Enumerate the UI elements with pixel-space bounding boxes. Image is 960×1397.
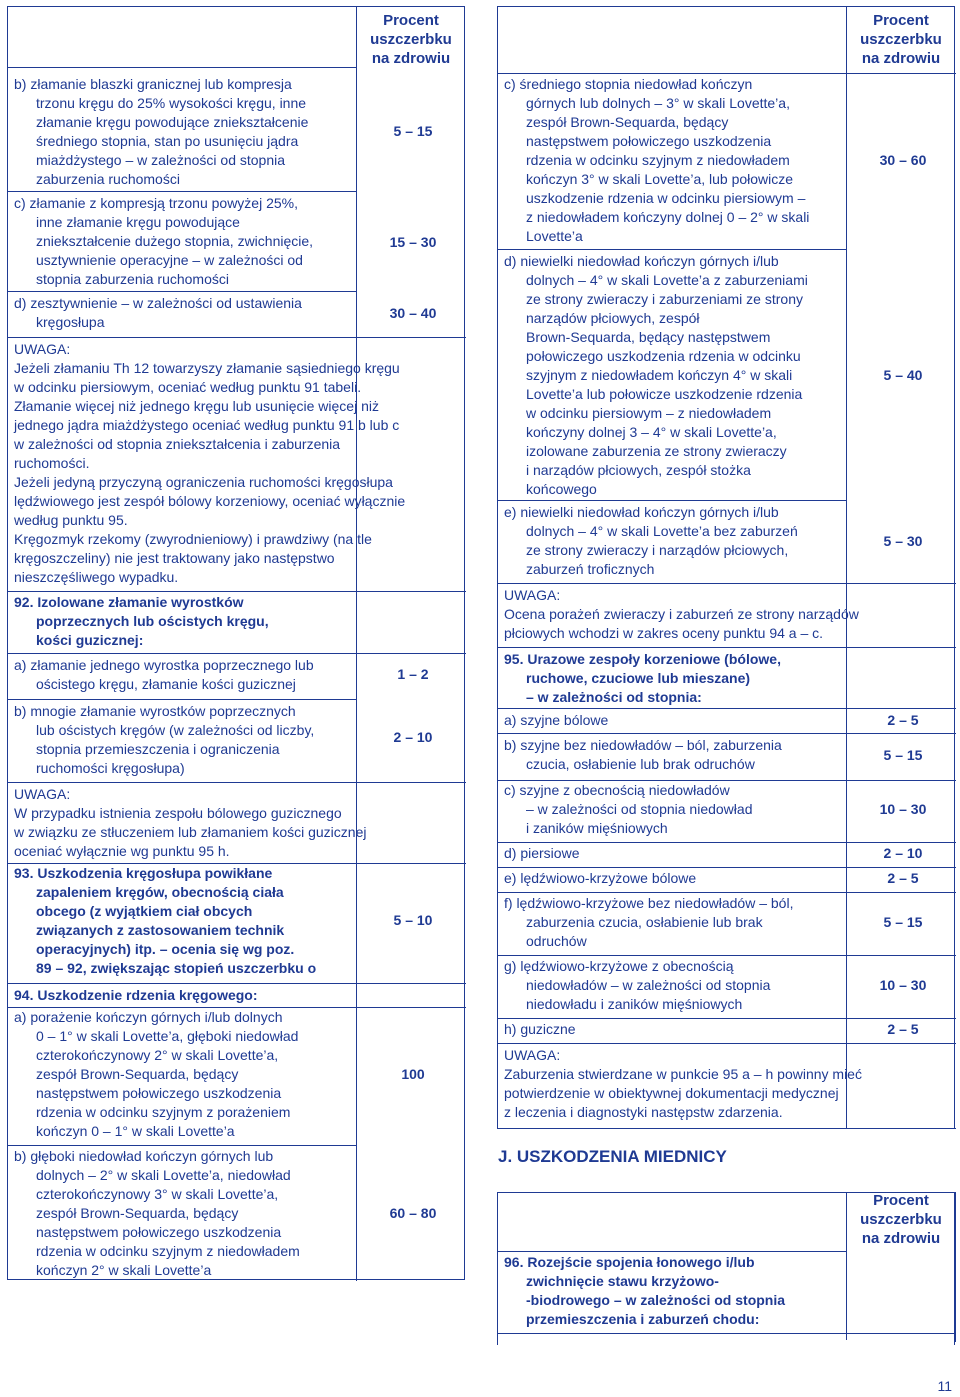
header-line: Procent xyxy=(383,12,439,29)
note-92: UWAGA: W przypadku istnienia zespołu bólowego guzicznego w związku ze stłuczeniem lub złamaniem kości guzicznej oceniać wyłącznie wg punktu 95 h. xyxy=(14,786,367,859)
right-table xyxy=(497,6,955,1345)
page-number: 11 xyxy=(937,1378,952,1394)
section-94-e-value: 5 – 30 xyxy=(883,533,923,549)
item-b-text: b) złamanie blaszki granicznej lub kompresja trzonu kręgu do 25% wysokości kręgu, inne złamanie kręgu powodujące zniekształcenie średniego stopnia, stan po usunięciu jądra miażdżystego – w zależności od stopnia zaburzenia ruchomości xyxy=(14,76,309,187)
section-95-d-value: 2 – 10 xyxy=(883,845,923,861)
header-line: na zdrowiu xyxy=(371,50,451,67)
section-94-d: d) niewielki niedowład kończyn górnych i/lub dolnych – 4° w skali Lovette’a z zaburzeniami ze strony zwieraczy i zaburzeniami ze strony narządów płciowych, zespół Brown-Sequarda, będący następstwem połowiczego uszkodzenia rdzenia w odcinku szyjnym z niedowładem kończyn 4° w skali Lovette’a lub połowicze uszkodzenie rdzenia w odcinku piersiowym – z niedowładem kończyny dolnej 3 – 4° w skali Lovette’a, izolowane zaburzenia ze strony zwieraczy i narządów płciowych, zespół stożka końcowego xyxy=(504,253,808,497)
section-92-a-value: 1 – 2 xyxy=(397,666,429,682)
section-94-c: c) średniego stopnia niedowład kończyn górnych lub dolnych – 3° w skali Lovette’a, zespół Brown-Sequarda, będący następstwem połowiczego uszkodzenia rdzenia w odcinku szyjnym z niedowładem kończyn 3° w skali Lovette’a, lub połowicze uszkodzenie rdzenia w odcinku piersiowym – z niedowładem kończyny dolnej 0 – 2° w skali Lovette’a xyxy=(504,76,810,244)
section-95-e: e) lędźwiowo-krzyżowe bólowe xyxy=(504,870,697,886)
section-95-a-value: 2 – 5 xyxy=(887,712,919,728)
left-table xyxy=(7,6,465,1280)
section-95-f: f) lędźwiowo-krzyżowe bez niedowładów – ból, zaburzenia czucia, osłabienie lub brak odruchów xyxy=(504,895,794,949)
section-94-title: 94. Uszkodzenie rdzenia kręgowego: xyxy=(14,987,258,1003)
section-94-a: a) porażenie kończyn górnych i/lub dolnych 0 – 1° w skali Lovette’a, głęboki niedowład czterokończynowy 2° w skali Lovette’a, zespół Brown-Sequarda, będący następstwem połowiczego uszkodzenia rdzenia w odcinku szyjnym z porażeniem kończyn 0 – 1° w skali Lovette’a xyxy=(14,1009,299,1139)
note-95: UWAGA: Zaburzenia stwierdzane w punkcie 95 a – h powinny mieć potwierdzenie w obiektywnej dokumentacji medycznej z leczenia i diagnostyki następstw zdarzenia. xyxy=(504,1047,862,1120)
section-94-e: e) niewielki niedowład kończyn górnych i/lub dolnych – 4° w skali Lovette’a bez zaburzeń ze strony zwieraczy i narządów płciowych, zaburzeń troficznych xyxy=(504,504,798,577)
section-95-c: c) szyjne z obecnością niedowładów – w zależności od stopnia niedowład i zaników mięśniowych xyxy=(504,782,753,836)
section-95-title: 95. Urazowe zespoły korzeniowe (bólowe, ruchowe, czuciowe lub mieszane) – w zależności od stopnia: xyxy=(504,651,781,705)
percent-header xyxy=(358,11,464,68)
note-91: UWAGA: Jeżeli złamaniu Th 12 towarzyszy złamanie sąsiedniego kręgu w odcinku piersiowym, oceniać według punktu 91 tabeli. Złamanie więcej niż jednego kręgu lub usunięcie więcej niż jednego jądra miażdżystego oceniać według punktu 91 b lub c w zależności od stopnia zniekształcenia i zaburzenia ruchomości. Jeżeli jedyną przyczyną ograniczenia ruchomości kręgosłupa lędźwiowego jest zespół bólowy korzeniowy, oceniać wyłącznie według punktu 95. Kręgozmyk rzekomy (zwyrodnieniowy) i prawdziwy (na tle kręgoszczeliny) nie jest traktowany jako następstwo nieszczęśliwego wypadku. xyxy=(14,341,406,585)
section-95-b: b) szyjne bez niedowładów – ból, zaburzenia czucia, osłabienie lub brak odruchów xyxy=(504,737,782,772)
section-93-value: 5 – 10 xyxy=(393,912,433,928)
header-line: uszczerbku xyxy=(860,1211,942,1228)
section-94-d-value: 5 – 40 xyxy=(883,367,923,383)
percent-header xyxy=(848,1191,954,1248)
header-line: uszczerbku xyxy=(860,31,942,48)
section-92-title: 92. Izolowane złamanie wyrostków poprzecznych lub ościstych kręgu, kości guzicznej: xyxy=(14,594,269,648)
header-line: Procent xyxy=(873,1192,929,1209)
section-95-h: h) guziczne xyxy=(504,1021,576,1037)
header-line: Procent xyxy=(873,12,929,29)
header-line: uszczerbku xyxy=(370,31,452,48)
item-d-text: d) zesztywnienie – w zależności od ustawienia kręgosłupa xyxy=(14,295,302,330)
section-96-title: 96. Rozejście spojenia łonowego i/lub zwichnięcie stawu krzyżowo- -biodrowego – w zależności od stopnia przemieszczenia i zaburzeń chodu: xyxy=(504,1254,786,1327)
section-95-d: d) piersiowe xyxy=(504,845,580,861)
section-94-b-value: 60 – 80 xyxy=(389,1205,437,1221)
section-95-b-value: 5 – 15 xyxy=(883,747,923,763)
section-94-b: b) głęboki niedowład kończyn górnych lub dolnych – 2° w skali Lovette’a, niedowład czterokończynowy 3° w skali Lovette’a, zespół Brown-Sequarda, będący następstwem połowiczego uszkodzenia rdzenia w odcinku szyjnym z niedowładem kończyn 2° w skali Lovette’a xyxy=(14,1148,300,1278)
section-95-a: a) szyjne bólowe xyxy=(504,712,609,728)
note-94: UWAGA: Ocena porażeń zwieraczy i zaburzeń ze strony narządów płciowych wchodzi w zakres oceny punktu 94 a – c. xyxy=(504,587,859,641)
section-92-a: a) złamanie jednego wyrostka poprzecznego lub ościstego kręgu, złamanie kości guzicznej xyxy=(14,657,314,692)
header-line: na zdrowiu xyxy=(861,50,941,67)
section-92-b-value: 2 – 10 xyxy=(393,729,433,745)
section-95-g-value: 10 – 30 xyxy=(879,977,927,993)
item-c-value: 15 – 30 xyxy=(389,234,437,250)
percent-header xyxy=(848,11,954,68)
section-94-c-value: 30 – 60 xyxy=(879,152,927,168)
item-b-value: 5 – 15 xyxy=(393,123,433,139)
section-95-h-value: 2 – 5 xyxy=(887,1021,919,1037)
section-94-a-value: 100 xyxy=(401,1066,425,1082)
item-c-text: c) złamanie z kompresją trzonu powyżej 25%, inne złamanie kręgu powodujące zniekształcenie dużego stopnia, zwichnięcie, usztywnienie operacyjne – w zależności od stopnia zaburzenia ruchomości xyxy=(14,195,314,287)
section-93-title: 93. Uszkodzenia kręgosłupa powikłane zapaleniem kręgów, obecnością ciała obcego (z wyjątkiem ciał obcych związanych z zastosowaniem technik operacyjnych) itp. – ocenia się wg poz. 89 – 92, zwiększając stopień uszczerbku o xyxy=(14,865,317,976)
section-95-e-value: 2 – 5 xyxy=(887,870,919,886)
item-d-value: 30 – 40 xyxy=(389,305,437,321)
section-95-f-value: 5 – 15 xyxy=(883,914,923,930)
section-95-c-value: 10 – 30 xyxy=(879,801,927,817)
section-95-g: g) lędźwiowo-krzyżowe z obecnością niedowładów – w zależności od stopnia niedowładu i zaników mięśniowych xyxy=(504,958,771,1012)
header-line: na zdrowiu xyxy=(861,1230,941,1247)
section-92-b: b) mnogie złamanie wyrostków poprzecznych lub ościstych kręgów (w zależności od liczby, stopnia przemieszczenia i ograniczenia ruchomości kręgosłupa) xyxy=(14,703,315,776)
section-j-heading: J. USZKODZENIA MIEDNICY xyxy=(498,1147,727,1166)
